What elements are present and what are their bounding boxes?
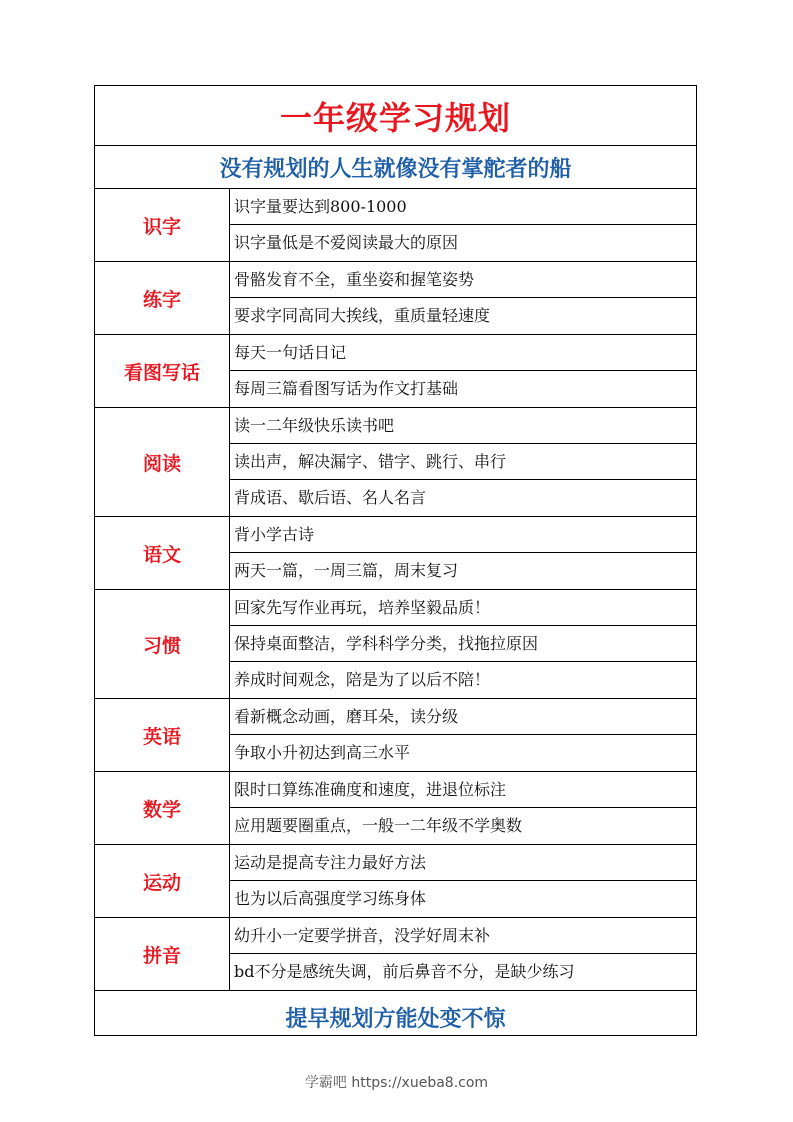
section-items [230, 845, 696, 917]
section-category: 语文 [95, 517, 230, 589]
plan-item: 养成时间观念，陪是为了以后不陪！ [234, 670, 491, 689]
plan-item: 保持桌面整洁，学科科学分类，找拖拉原因 [230, 626, 696, 662]
plan-item: 读一二年级快乐读书吧 [230, 408, 696, 444]
section-items [230, 262, 696, 334]
section-category: 识字 [95, 189, 230, 261]
plan-item: 看新概念动画，磨耳朵，读分级 [230, 699, 696, 735]
section-items [230, 590, 696, 698]
section-items [230, 772, 696, 844]
page-title: 一年级学习规划 [95, 86, 696, 146]
section-items [230, 699, 696, 771]
plan-section [95, 517, 696, 590]
plan-section [95, 590, 696, 699]
section-items [230, 335, 696, 407]
plan-item: 幼升小一定要学拼音，没学好周末补 [230, 918, 696, 954]
plan-item: 运动是提高专注力最好方法 [230, 845, 696, 881]
section-category: 运动 [95, 845, 230, 917]
plan-section [95, 918, 696, 991]
plan-section [95, 335, 696, 408]
section-items [230, 517, 696, 589]
plan-item: 也为以后高强度学习练身体 [234, 889, 427, 908]
watermark: 学霸吧 https://xueba8.com [304, 1075, 489, 1091]
study-plan-table [94, 85, 697, 1036]
footer-slogan: 提早规划方能处变不惊 [285, 1005, 506, 1032]
plan-sections [95, 189, 696, 991]
plan-item: 争取小升初达到高三水平 [234, 743, 411, 762]
plan-item: 骨骼发育不全，重坐姿和握笔姿势 [230, 262, 696, 298]
section-category: 拼音 [95, 918, 230, 990]
plan-section [95, 699, 696, 772]
subtitle: 没有规划的人生就像没有掌舵者的船 [95, 146, 696, 189]
plan-item: bd不分是感统失调，前后鼻音不分，是缺少练习 [234, 962, 575, 981]
plan-item: 背成语、歇后语、名人名言 [234, 488, 427, 507]
plan-item: 读出声，解决漏字、错字、跳行、串行 [230, 444, 696, 480]
section-items [230, 918, 696, 990]
section-items [230, 189, 696, 261]
plan-section [95, 262, 696, 335]
plan-item: 要求字同高同大挨线，重质量轻速度 [234, 306, 491, 325]
plan-item: 两天一篇，一周三篇，周末复习 [234, 561, 459, 580]
plan-section [95, 189, 696, 262]
plan-item: 回家先写作业再玩，培养坚毅品质！ [230, 590, 696, 626]
plan-item: 识字量低是不爱阅读最大的原因 [234, 233, 459, 252]
section-category: 练字 [95, 262, 230, 334]
plan-item: 每周三篇看图写话为作文打基础 [234, 379, 459, 398]
section-category: 英语 [95, 699, 230, 771]
plan-item: 应用题要圈重点，一般一二年级不学奥数 [234, 816, 523, 835]
section-category: 数学 [95, 772, 230, 844]
plan-section [95, 845, 696, 918]
section-category: 看图写话 [95, 335, 230, 407]
plan-item: 识字量要达到800-1000 [230, 189, 696, 225]
plan-item: 限时口算练准确度和速度，进退位标注 [230, 772, 696, 808]
plan-item: 背小学古诗 [230, 517, 696, 553]
section-category: 阅读 [95, 408, 230, 516]
section-items [230, 408, 696, 516]
plan-item: 每天一句话日记 [230, 335, 696, 371]
plan-section [95, 408, 696, 517]
section-category: 习惯 [95, 590, 230, 698]
plan-section [95, 772, 696, 845]
